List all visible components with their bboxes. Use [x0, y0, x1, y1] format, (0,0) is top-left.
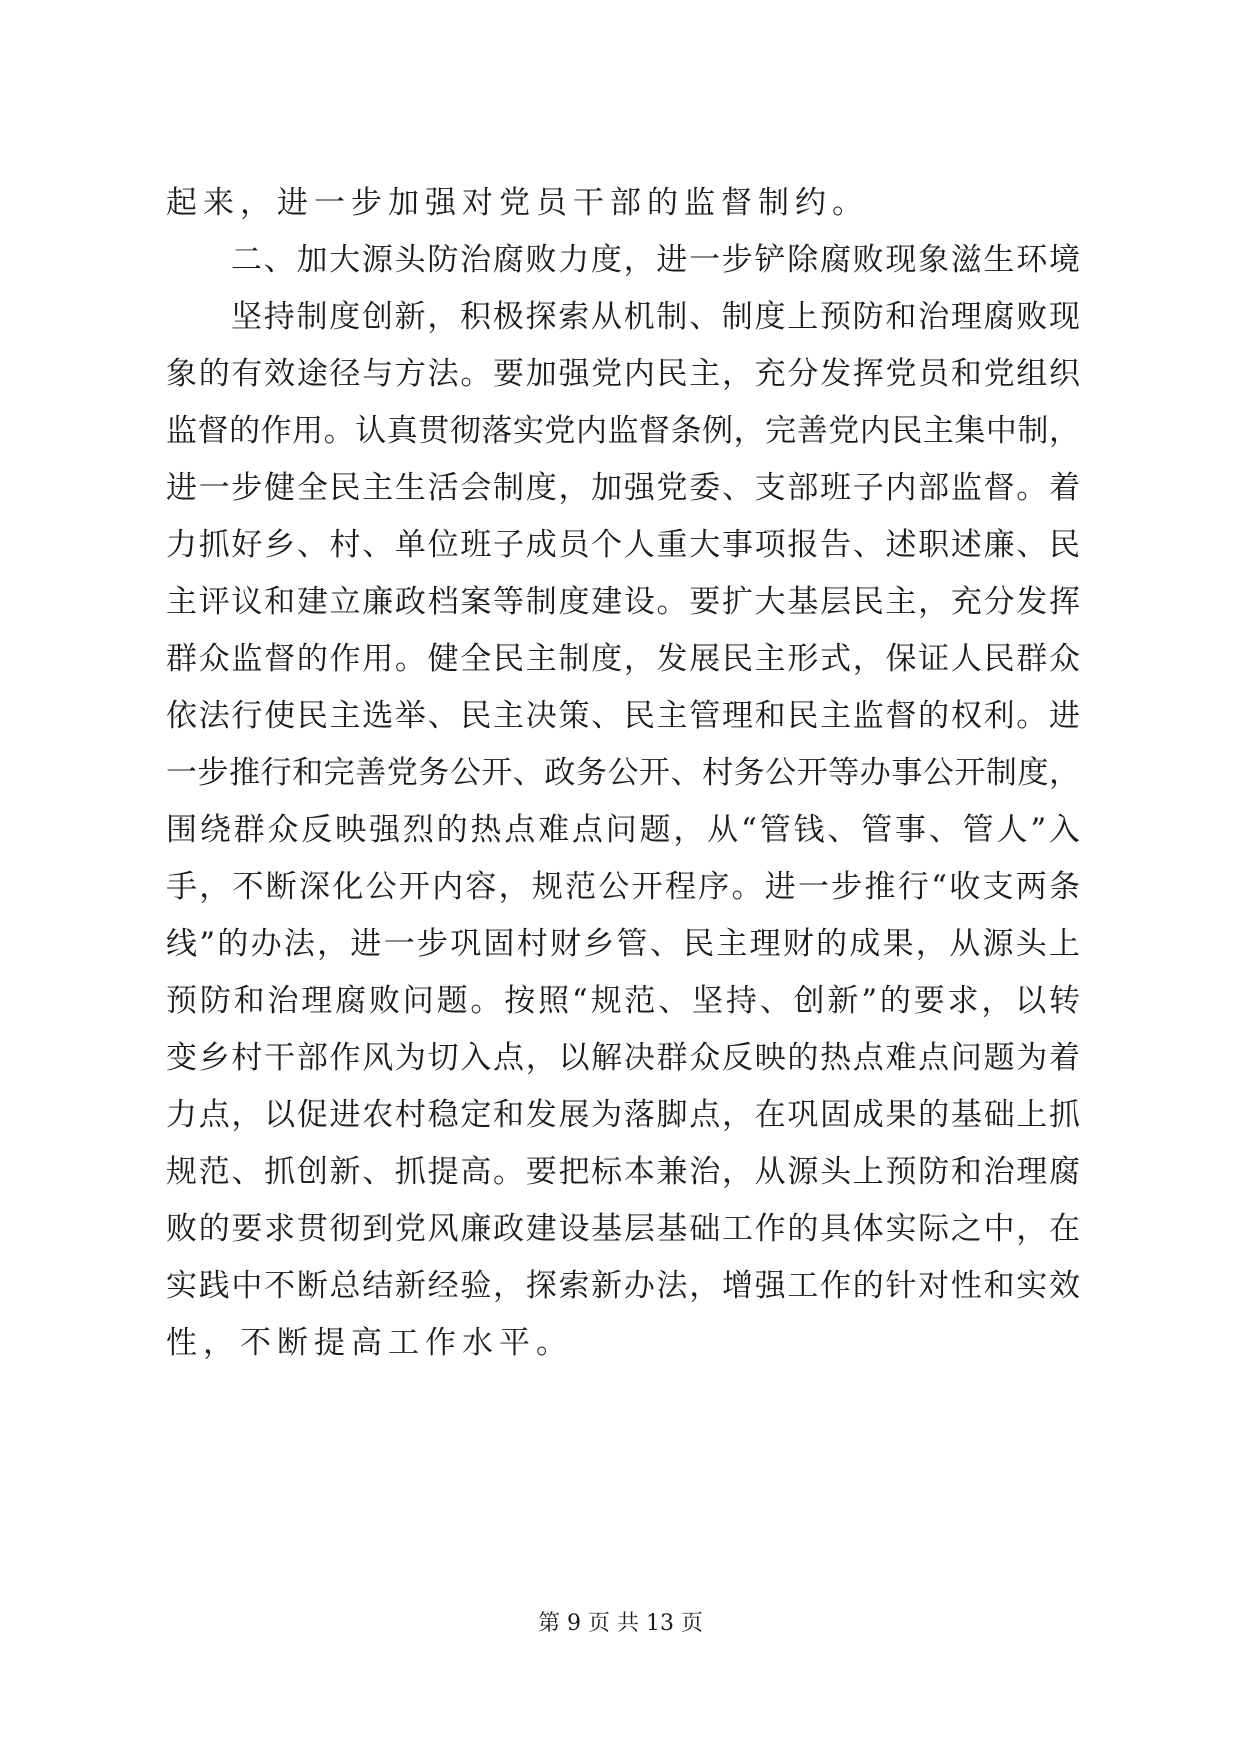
text-line: 预防和治理腐败问题。按照“规范、坚持、创新”的要求，以转 [166, 983, 1080, 1019]
text-line: 象的有效途径与方法。要加强党内民主，充分发挥党员和党组织 [166, 356, 1080, 392]
text-line: 进一步健全民主生活会制度，加强党委、支部班子内部监督。着 [166, 470, 1080, 506]
text-line: 手，不断深化公开内容，规范公开程序。进一步推行“收支两条 [166, 869, 1080, 905]
text-line: 实践中不断总结新经验，探索新办法，增强工作的针对性和实效 [166, 1268, 1080, 1304]
text-line: 依法行使民主选举、民主决策、民主管理和民主监督的权利。进 [166, 698, 1080, 734]
page-number: 第 9 页 共 13 页 [538, 1611, 703, 1636]
text-line: 围绕群众反映强烈的热点难点问题，从“管钱、管事、管人”入 [166, 812, 1080, 848]
text-line: 主评议和建立廉政档案等制度建设。要扩大基层民主，充分发挥 [166, 584, 1080, 620]
text-line: 一步推行和完善党务公开、政务公开、村务公开等办事公开制度， [166, 755, 1080, 791]
text-line: 败的要求贯彻到党风廉政建设基层基础工作的具体实际之中，在 [166, 1211, 1080, 1247]
text-line: 性，不断提高工作水平。 [166, 1325, 573, 1361]
text-line: 变乡村干部作风为切入点，以解决群众反映的热点难点问题为着 [166, 1040, 1080, 1076]
text-line: 群众监督的作用。健全民主制度，发展民主形式，保证人民群众 [166, 641, 1080, 677]
text-line: 规范、抓创新、抓提高。要把标本兼治，从源头上预防和治理腐 [166, 1154, 1080, 1190]
text-line: 起来，进一步加强对党员干部的监督制约。 [166, 185, 869, 221]
text-line: 力抓好乡、村、单位班子成员个人重大事项报告、述职述廉、民 [166, 527, 1080, 563]
text-line: 坚持制度创新，积极探索从机制、制度上预防和治理腐败现 [231, 299, 1080, 335]
section-heading: 二、加大源头防治腐败力度，进一步铲除腐败现象滋生环境 [231, 242, 1080, 278]
text-line: 监督的作用。认真贯彻落实党内监督条例，完善党内民主集中制， [166, 413, 1080, 449]
text-line: 线”的办法，进一步巩固村财乡管、民主理财的成果，从源头上 [166, 926, 1080, 962]
text-line: 力点，以促进农村稳定和发展为落脚点，在巩固成果的基础上抓 [166, 1097, 1080, 1133]
